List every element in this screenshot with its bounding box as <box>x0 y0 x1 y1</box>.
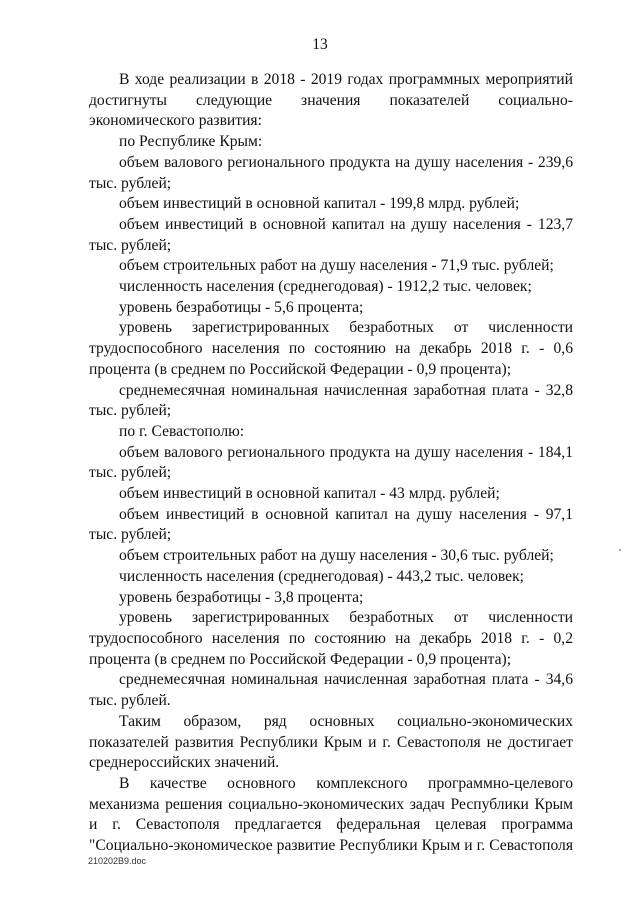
paragraph-item: объем инвестиций в основной капитал - 199,8 млрд. рублей; <box>119 195 520 213</box>
paragraph-item: объем инвестиций в основной капитал на душу населения - 123,7 тыс. рублей; <box>89 215 573 254</box>
document-filename: 210202B9.doc <box>88 856 147 866</box>
paragraph-item: уровень безработицы - 5,6 процента; <box>119 298 364 316</box>
paragraph-item: объем строительных работ на душу населения - 71,9 тыс. рублей; <box>119 257 554 275</box>
paragraph-item: численность населения (среднегодовая) - 443,2 тыс. человек; <box>119 567 524 585</box>
document-body <box>89 70 573 857</box>
paragraph-intro: В ходе реализации в 2018 - 2019 годах программных мероприятий достигнуты следующие значения показателей социально-экономического развития: <box>89 71 573 130</box>
paragraph-item: объем валового регионального продукта на душу населения - 184,1 тыс. рублей; <box>89 443 573 482</box>
paragraph-item: объем инвестиций в основной капитал на душу населения - 97,1 тыс. рублей; <box>89 505 573 544</box>
paragraph-item: объем инвестиций в основной капитал - 43 млрд. рублей; <box>119 485 500 503</box>
paragraph-conclusion: Таким образом, ряд основных социально-экономических показателей развития Республики Крым и г. Севастополя не достигает среднероссийских значений. <box>89 712 573 772</box>
scan-speck <box>619 549 621 551</box>
paragraph-item: объем валового регионального продукта на душу населения - 239,6 тыс. рублей; <box>89 153 573 192</box>
paragraph-item: объем строительных работ на душу населения - 30,6 тыс. рублей; <box>119 547 554 565</box>
paragraph-item: численность населения (среднегодовая) - 1912,2 тыс. человек; <box>119 278 532 296</box>
page-number: 13 <box>312 36 328 53</box>
paragraph-item: уровень безработицы - 3,8 процента; <box>119 588 364 606</box>
paragraph-item: уровень зарегистрированных безработных от численности трудоспособного населения по состоянию на декабрь 2018 г. - 0,6 процента (в среднем по Российской Федерации - 0,9 процента); <box>89 319 573 378</box>
region-heading-sevastopol: по г. Севастополю: <box>119 422 245 440</box>
paragraph-program: В качестве основного комплексного программно-целевого механизма решения социально-экономических задач Республики Крым и г. Севастополя предлагается федеральная целевая программа "Социально-экономическое развитие Республики Крым и г. Севастополя <box>89 774 573 855</box>
paragraph-item: среднемесячная номинальная начисленная заработная плата - 34,6 тыс. рублей. <box>89 671 573 710</box>
paragraph-item: уровень зарегистрированных безработных от численности трудоспособного населения по состоянию на декабрь 2018 г. - 0,2 процента (в среднем по Российской Федерации - 0,9 процента); <box>89 609 573 668</box>
paragraph-item: среднемесячная номинальная начисленная заработная плата - 32,8 тыс. рублей; <box>89 381 573 420</box>
region-heading-crimea: по Республике Крым: <box>119 133 263 151</box>
